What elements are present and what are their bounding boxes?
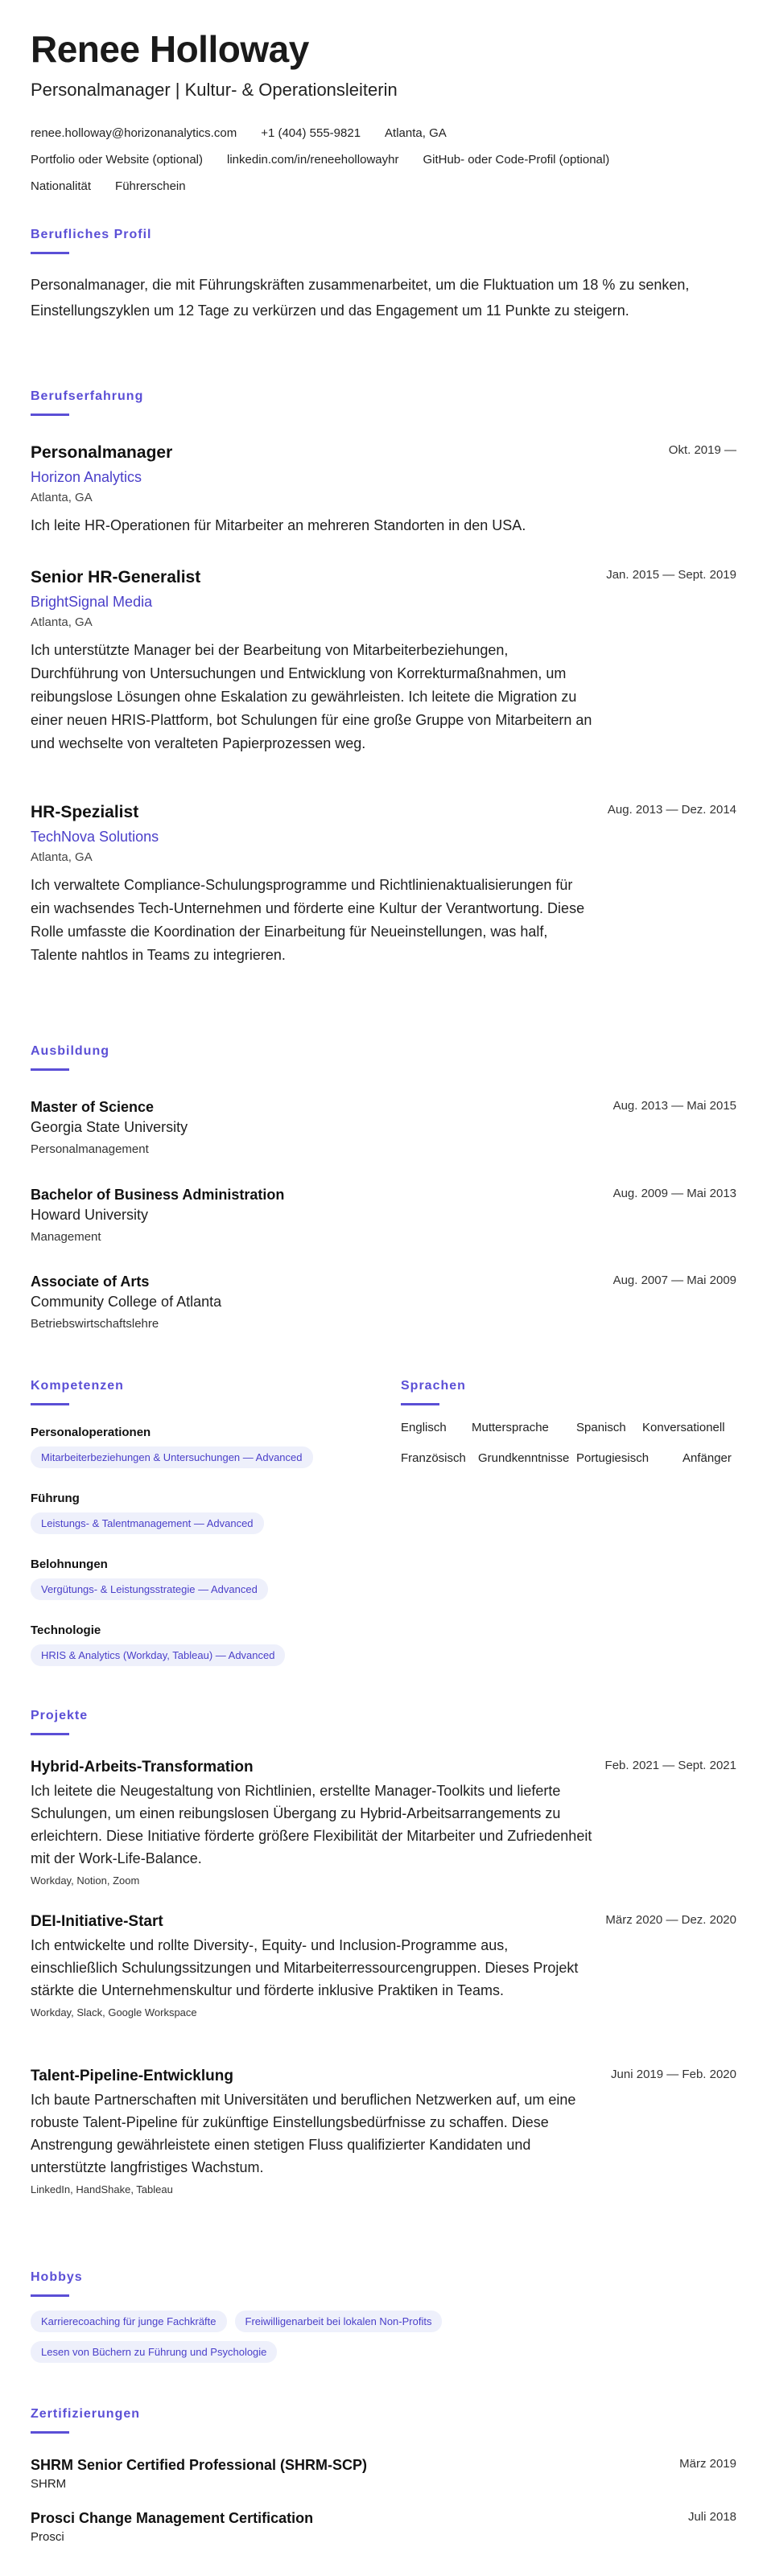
project-tech: Workday, Notion, Zoom — [31, 1874, 140, 1887]
project-entry — [31, 1913, 736, 2018]
languages-section — [401, 1379, 736, 1483]
job-description: Ich verwaltete Compliance-Schulungsprogramme und Richtlinienaktualisierungen für ein wachsendes Tech-Unternehmen und förderte eine Kultur der Verantwortung. Diese Rolle umfasste die Koordination der Einarbeitung für Neueinstellungen, was half, Talente nahtlos in Teams zu integrieren. — [31, 877, 585, 963]
skill-pill: Vergütungs- & Leistungsstrategie — Advanced — [31, 1578, 268, 1600]
profile-text: Personalmanager, die mit Führungskräften zusammenarbeitet, um die Fluktuation um 18 % zu senken, Einstellungszyklen um 12 Tage zu verkürzen und das Engagement um 11 Punkte zu steigern. — [31, 277, 690, 319]
section-title: Zertifizierungen — [31, 2407, 141, 2421]
section-divider — [31, 1403, 69, 1405]
job-title: Personalmanager — [31, 443, 173, 462]
language-level: Konversationell — [642, 1421, 725, 1434]
experience-entry — [31, 568, 736, 755]
school-name: Howard University — [31, 1207, 149, 1223]
project-tech: LinkedIn, HandShake, Tableau — [31, 2183, 173, 2195]
section-divider — [401, 1403, 439, 1405]
skills-section — [31, 1379, 385, 1685]
contact-row — [31, 120, 736, 146]
project-name: Hybrid-Arbeits-Transformation — [31, 1759, 254, 1776]
job-description: Ich leite HR-Operationen für Mitarbeiter an mehreren Standorten in den USA. — [31, 517, 526, 533]
contact-row — [31, 146, 736, 173]
section-title: Kompetenzen — [31, 1379, 124, 1393]
portfolio-link[interactable]: Portfolio oder Website (optional) — [31, 152, 203, 167]
school-name: Georgia State University — [31, 1119, 188, 1135]
location-text: Atlanta, GA — [385, 126, 447, 140]
language-level: Anfänger — [682, 1451, 732, 1465]
education-dates: Aug. 2007 — Mai 2009 — [612, 1274, 736, 1287]
project-name: Talent-Pipeline-Entwicklung — [31, 2068, 233, 2084]
project-tech: Workday, Slack, Google Workspace — [31, 2006, 197, 2018]
section-divider — [31, 1733, 69, 1735]
education-dates: Aug. 2009 — Mai 2013 — [612, 1187, 736, 1200]
section-divider — [31, 252, 69, 254]
experience-section — [31, 389, 736, 1001]
hobby-pill: Freiwilligenarbeit bei lokalen Non-Profits — [235, 2311, 443, 2332]
hobby-list — [31, 2311, 736, 2372]
education-dates: Aug. 2013 — Mai 2015 — [612, 1099, 736, 1113]
experience-entry — [31, 443, 736, 537]
phone-text: +1 (404) 555-9821 — [261, 126, 361, 140]
skill-pill: HRIS & Analytics (Workday, Tableau) — Advanced — [31, 1644, 285, 1666]
field-of-study: Betriebswirtschaftslehre — [31, 1317, 159, 1331]
experience-entry — [31, 803, 736, 967]
degree-title: Master of Science — [31, 1099, 155, 1115]
project-name: DEI-Initiative-Start — [31, 1913, 163, 1930]
skill-category: Führung — [31, 1492, 80, 1505]
language-name: Englisch — [401, 1421, 447, 1434]
section-title: Ausbildung — [31, 1044, 109, 1058]
section-title: Hobbys — [31, 2270, 83, 2284]
section-divider — [31, 2431, 69, 2434]
headline: Personalmanager | Kultur- & Operationsleiterin — [31, 79, 398, 100]
certifications-section — [31, 2407, 736, 2552]
field-of-study: Personalmanagement — [31, 1142, 149, 1156]
job-dates: Jan. 2015 — Sept. 2019 — [606, 568, 736, 582]
certification-date: Juli 2018 — [687, 2510, 736, 2524]
drivers-license-text: Führerschein — [115, 179, 186, 193]
company-name: Horizon Analytics — [31, 469, 142, 485]
education-section — [31, 1044, 736, 1350]
hobby-pill: Karrierecoaching für junge Fachkräfte — [31, 2311, 227, 2332]
hobbies-section — [31, 2270, 736, 2383]
section-title: Sprachen — [401, 1379, 466, 1393]
section-title: Projekte — [31, 1709, 89, 1722]
project-description: Ich entwickelte und rollte Diversity-, Equity- und Inclusion-Programme aus, einschließlich Schulungssitzungen und Mitarbeiterressourcengruppen. Dieses Projekt stärkte die Unternehmenskultur und förderte inklusive Praktiken in Teams. — [31, 1937, 579, 1998]
school-name: Community College of Atlanta — [31, 1294, 222, 1310]
section-title: Berufserfahrung — [31, 389, 144, 403]
company-name: TechNova Solutions — [31, 829, 159, 845]
certification-issuer: Prosci — [31, 2530, 64, 2544]
skill-category: Belohnungen — [31, 1558, 108, 1571]
skill-pill: Mitarbeiterbeziehungen & Untersuchungen — Advanced — [31, 1446, 313, 1468]
skill-pill: Leistungs- & Talentmanagement — Advanced — [31, 1512, 264, 1534]
degree-title: Associate of Arts — [31, 1274, 150, 1290]
section-divider — [31, 414, 69, 416]
projects-section — [31, 1709, 736, 2256]
skill-category: Personaloperationen — [31, 1426, 151, 1439]
github-link[interactable]: GitHub- oder Code-Profil (optional) — [423, 152, 610, 167]
certification-name: Prosci Change Management Certification — [31, 2510, 314, 2526]
language-level: Grundkenntnisse — [478, 1451, 570, 1465]
degree-title: Bachelor of Business Administration — [31, 1187, 285, 1203]
project-dates: Juni 2019 — Feb. 2020 — [611, 2068, 736, 2081]
candidate-name: Renee Holloway — [31, 28, 309, 70]
job-description: Ich unterstützte Manager bei der Bearbeitung von Mitarbeiterbeziehungen, Durchführung von Untersuchungen und Entwicklung von Korrekturmaßnahmen, um reibungslose Lösungen ohne Eskalation zu gewährleisten. Ich leitete die Migration zu einer neuen HRIS-Plattform, bot Schulungen für eine große Gruppe von Mitarbeitern an und wechselte von veralteten Papierprozessen weg. — [31, 642, 592, 751]
education-entry — [31, 1187, 736, 1244]
certification-name: SHRM Senior Certified Professional (SHRM-SCP) — [31, 2457, 368, 2473]
project-entry — [31, 1759, 736, 1887]
section-title: Berufliches Profil — [31, 228, 152, 241]
project-description: Ich leitete die Neugestaltung von Richtlinien, erstellte Manager-Toolkits und lieferte Schulungen, um einen reibungslosen Übergang zu Hybrid-Arbeitsarrangements zu erleichtern. Diese Initiative förderte größere Flexibilität der Mitarbeiter und Zufriedenheit mit der Work-Life-Balance. — [31, 1783, 592, 1866]
contact-info — [31, 120, 736, 200]
email-link[interactable]: renee.holloway@horizonanalytics.com — [31, 126, 237, 140]
job-location: Atlanta, GA — [31, 615, 93, 629]
education-entry — [31, 1099, 736, 1156]
job-title: HR-Spezialist — [31, 803, 139, 821]
linkedin-link[interactable]: linkedin.com/in/reneehollowayhr — [227, 152, 399, 167]
nationality-text: Nationalität — [31, 179, 92, 193]
education-entry — [31, 1274, 736, 1331]
section-divider — [31, 1068, 69, 1071]
language-name: Spanisch — [576, 1421, 626, 1434]
project-dates: Feb. 2021 — Sept. 2021 — [604, 1759, 736, 1772]
language-name: Portugiesisch — [576, 1451, 649, 1465]
project-entry — [31, 2068, 736, 2195]
job-dates: Aug. 2013 — Dez. 2014 — [607, 803, 736, 817]
contact-row — [31, 173, 736, 200]
section-divider — [31, 2294, 69, 2297]
language-name: Französisch — [401, 1451, 466, 1465]
certification-entry — [31, 2510, 736, 2544]
skill-category: Technologie — [31, 1623, 101, 1637]
job-location: Atlanta, GA — [31, 850, 93, 864]
language-level: Muttersprache — [472, 1421, 549, 1434]
field-of-study: Management — [31, 1230, 101, 1244]
certification-entry — [31, 2457, 736, 2491]
job-title: Senior HR-Generalist — [31, 568, 201, 586]
job-location: Atlanta, GA — [31, 491, 93, 504]
certification-issuer: SHRM — [31, 2477, 67, 2491]
project-dates: März 2020 — Dez. 2020 — [605, 1913, 736, 1927]
project-description: Ich baute Partnerschaften mit Universitäten und beruflichen Netzwerken auf, um eine robuste Talent-Pipeline für zukünftige Einstellungsbedürfnisse zu schaffen. Diese Anstrengung gewährleistete einen stetigen Fluss qualifizierter Kandidaten und unterstützte langfristiges Wachstum. — [31, 2092, 576, 2175]
certification-date: März 2019 — [679, 2457, 736, 2471]
company-name: BrightSignal Media — [31, 594, 153, 610]
hobby-pill: Lesen von Büchern zu Führung und Psychologie — [31, 2341, 277, 2363]
profile-section — [31, 228, 736, 323]
job-dates: Okt. 2019 — — [668, 443, 736, 457]
